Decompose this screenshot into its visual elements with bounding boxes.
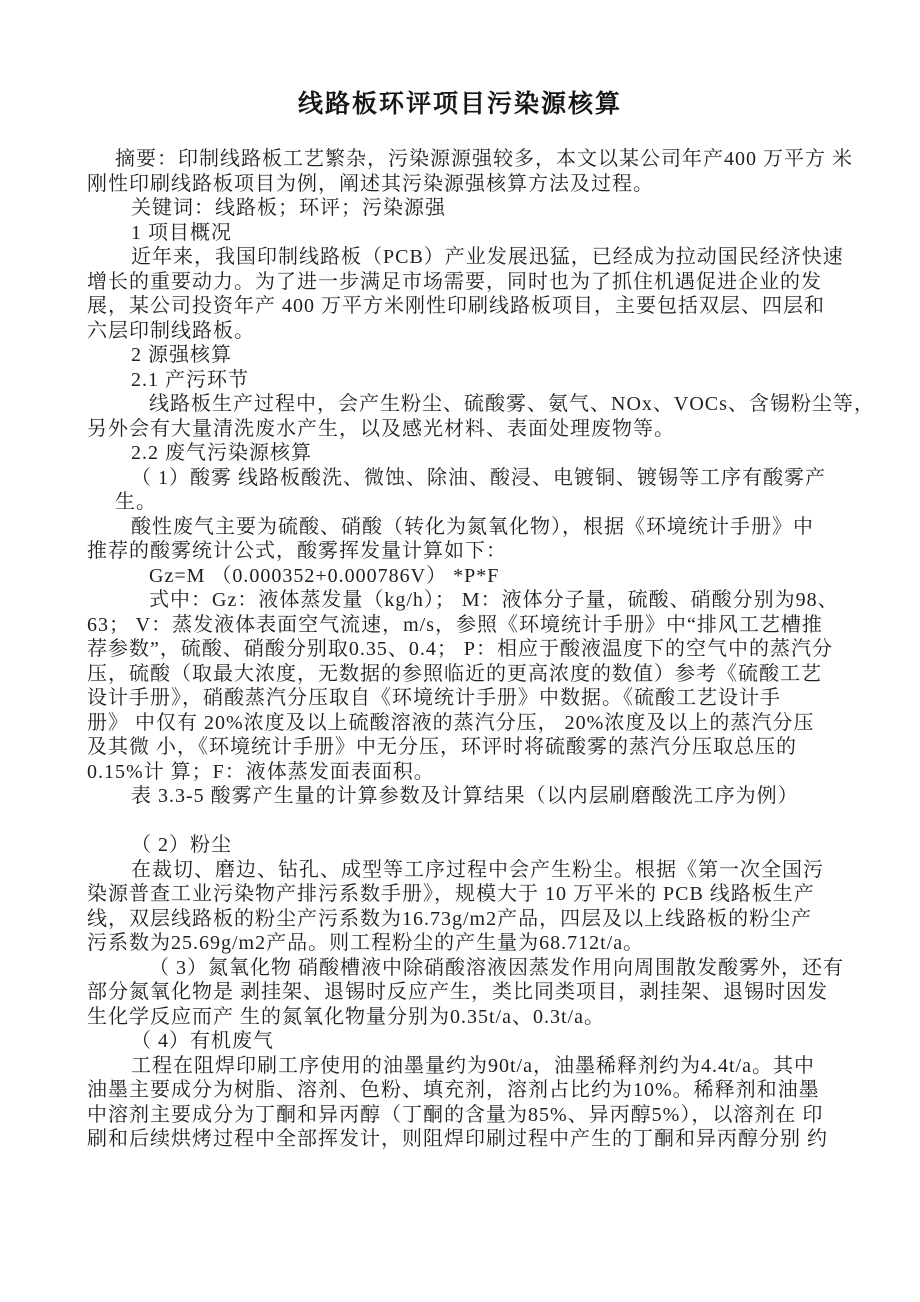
doc-line: 增长的重要动力。为了进一步满足市场需要，同时也为了抓住机遇促进企业的发 <box>87 270 822 293</box>
doc-line: 2.2 废气污染源核算 <box>131 442 312 464</box>
doc-line: 刷和后续烘烤过程中全部挥发计，则阻焊印刷过程中产生的丁酮和异丙醇分别 约 <box>87 1128 828 1150</box>
doc-line: 中溶剂主要成分为丁酮和异丙醇（丁酮的含量为85%、异丙醇5%），以溶剂在 印 <box>87 1103 824 1126</box>
doc-line: 2.1 产污环节 <box>131 368 249 391</box>
doc-line: 线，双层线路板的粉尘产污系数为16.73g/m2产品，四层及以上线路板的粉尘产 <box>87 907 813 930</box>
doc-line: 油墨主要成分为树脂、溶剂、色粉、填充剂，溶剂占比约为10%。稀释剂和油墨 <box>87 1079 820 1101</box>
doc-line: 生化学反应而产 生的氮氧化物量分别为0.35t/a、0.3t/a。 <box>87 1005 605 1028</box>
doc-line: 酸性废气主要为硫酸、硝酸（转化为氮氧化物），根据《环境统计手册》中 <box>131 515 814 538</box>
doc-line: 工程在阻焊印刷工序使用的油墨量约为90t/a，油墨稀释剂约为4.4t/a。其中 <box>131 1054 815 1077</box>
doc-line: 设计手册》，硝酸蒸汽分压取自《环境统计手册》中数据。《硫酸工艺设计手 <box>87 687 781 709</box>
doc-line: 在裁切、磨边、钻孔、成型等工序过程中会产生粉尘。根据《第一次全国污 <box>131 858 824 881</box>
doc-line: 生。 <box>115 491 157 513</box>
doc-line: 0.15%计 算；F：液体蒸发面表面积。 <box>87 760 435 783</box>
document-body <box>87 147 875 1152</box>
doc-line: 1 项目概况 <box>131 221 232 244</box>
doc-line: 展，某公司投资年产 400 万平方米刚性印刷线路板项目，主要包括双层、四层和 <box>87 295 825 317</box>
doc-line: 册》 中仅有 20%浓度及以上硫酸溶液的蒸汽分压， 20%浓度及以上的蒸汽分压 <box>87 711 815 734</box>
doc-line: 及其微 小，《环境统计手册》中无分压，环评时将硫酸雾的蒸汽分压取总压的 <box>87 736 797 758</box>
doc-line: 另外会有大量清洗废水产生，以及感光材料、表面处理废物等。 <box>87 417 675 440</box>
doc-line: 63； V：蒸发液体表面空气流速，m/s，参照《环境统计手册》中“排风工艺槽推 <box>87 613 823 636</box>
doc-line: 部分氮氧化物是 剥挂架、退锡时反应产生，类比同类项目，剥挂架、退锡时因发 <box>87 981 828 1003</box>
doc-line: 六层印制线路板。 <box>87 319 255 342</box>
doc-line: 摘要：印制线路板工艺繁杂，污染源源强较多，本文以某公司年产400 万平方 米 <box>115 148 853 170</box>
doc-line: 近年来，我国印制线路板（PCB）产业发展迅猛，已经成为拉动国民经济快速 <box>131 246 844 268</box>
doc-line: 刚性印刷线路板项目为例，阐述其污染源强核算方法及过程。 <box>87 172 654 195</box>
doc-line: 2 源强核算 <box>131 344 232 366</box>
doc-line: 式中：Gz：液体蒸发量（kg/h）； M：液体分子量，硫酸、硝酸分别为98、 <box>149 589 839 611</box>
doc-line: Gz=M （0.000352+0.000786V） *P*F <box>149 564 500 587</box>
doc-line <box>87 809 837 834</box>
doc-line: 线路板生产过程中，会产生粉尘、硫酸雾、氨气、NOx、VOCs、含锡粉尘等， <box>149 393 875 415</box>
document-title: 线路板环评项目污染源核算 <box>297 91 622 118</box>
doc-line: 压，硫酸（取最大浓度，无数据的参照临近的更高浓度的数值）参考《硫酸工艺 <box>87 662 822 685</box>
doc-line: （ 1）酸雾 线路板酸洗、微蚀、除油、酸浸、电镀铜、镀锡等工序有酸雾产 <box>131 466 826 489</box>
doc-line: （ 3）氮氧化物 硝酸槽液中除硝酸溶液因蒸发作用向周围散发酸雾外，还有 <box>149 956 844 979</box>
doc-line: 荐参数”，硫酸、硝酸分别取0.35、0.4； P：相应于酸液温度下的空气中的蒸汽分 <box>87 638 833 660</box>
doc-line: 关键词：线路板；环评；污染源强 <box>131 197 446 219</box>
doc-line: 推荐的酸雾统计公式，酸雾挥发量计算如下： <box>87 540 507 562</box>
doc-line: （ 4）有机废气 <box>131 1030 274 1052</box>
doc-line: 染源普查工业污染物产排污系数手册》，规模大于 10 万平米的 PCB 线路板生产 <box>87 883 815 905</box>
doc-line: （ 2）粉尘 <box>131 834 232 856</box>
doc-line: 污系数为25.69g/m2产品。则工程粉尘的产生量为68.712t/a。 <box>87 932 645 954</box>
doc-line: 表 3.3-5 酸雾产生量的计算参数及计算结果（以内层刷磨酸洗工序为例） <box>131 785 799 807</box>
